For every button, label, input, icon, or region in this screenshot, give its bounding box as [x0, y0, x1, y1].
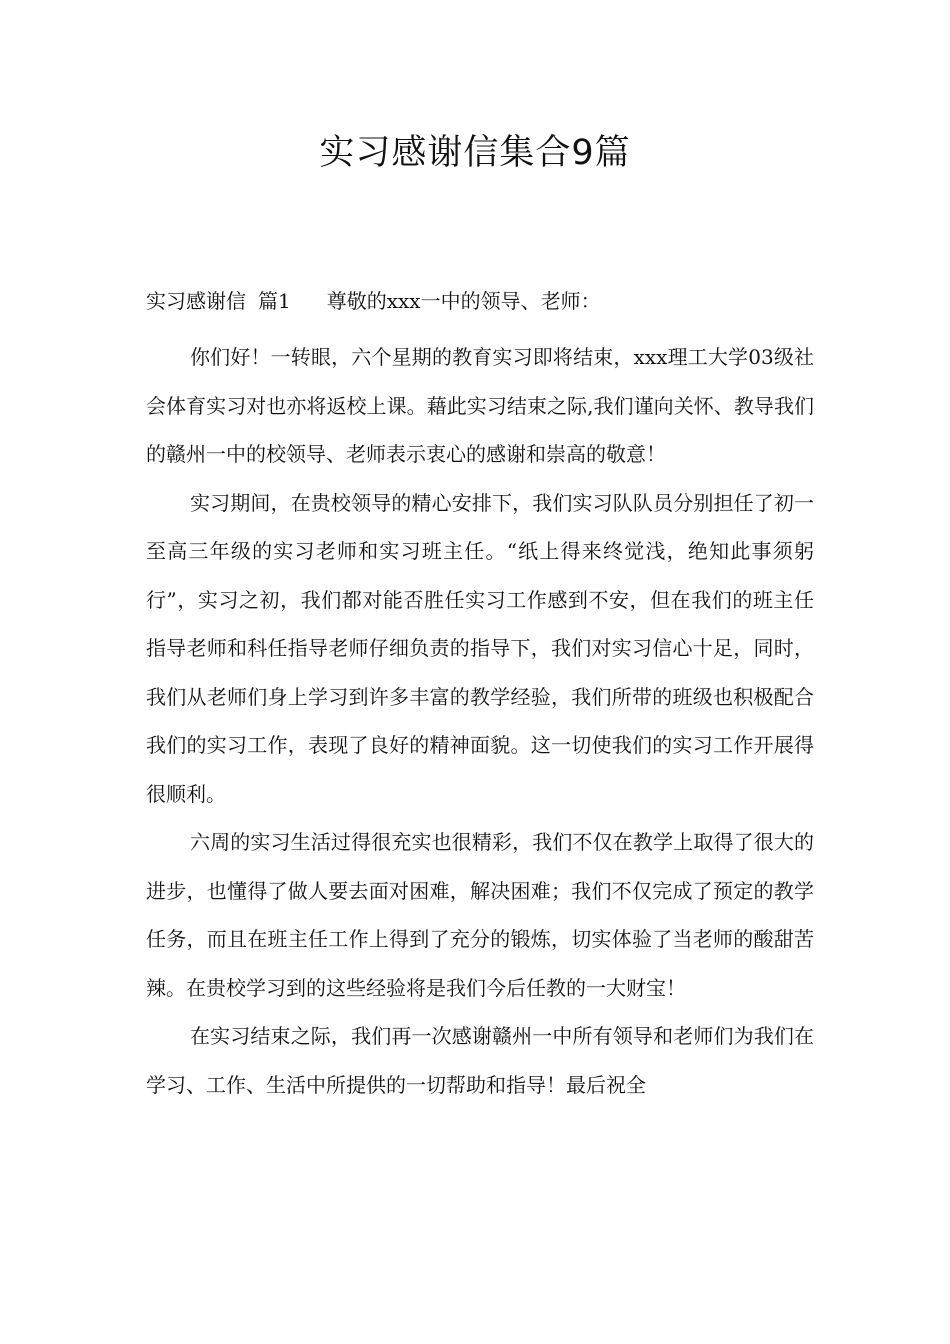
letter-body	[146, 333, 814, 1109]
salutation: 尊敬的xxx一中的领导、老师：	[326, 289, 601, 313]
section-label: 实习感谢信	[146, 289, 246, 313]
paragraph: 六周的实习生活过得很充实也很精彩，我们不仅在教学上取得了很大的进步，也懂得了做人要去面对困难，解决困难；我们不仅完成了预定的教学任务，而且在班主任工作上得到了充分的锻炼，切实体验了当老师的酸甜苦辣。在贵校学习到的这些经验将是我们今后任教的一大财宝！	[146, 830, 814, 1000]
section-heading	[146, 286, 601, 316]
document-title: 实习感谢信集合9篇	[319, 133, 631, 173]
paragraph: 在实习结束之际，我们再一次感谢赣州一中所有领导和老师们为我们在学习、工作、生活中所提供的一切帮助和指导！最后祝全	[146, 1024, 814, 1097]
paragraph: 实习期间，在贵校领导的精心安排下，我们实习队队员分别担任了初一至高三年级的实习老师和实习班主任。“纸上得来终觉浅，绝知此事须躬行”，实习之初，我们都对能否胜任实习工作感到不安，但在我们的班主任指导老师和科任指导老师仔细负责的指导下，我们对实习信心十足，同时，我们从老师们身上学习到许多丰富的教学经验，我们所带的班级也积极配合我们的实习工作，表现了良好的精神面貌。这一切使我们的实习工作开展得很顺利。	[146, 490, 814, 806]
section-number: 篇1	[258, 289, 291, 313]
paragraph: 你们好！一转眼，六个星期的教育实习即将结束，xxx理工大学03级社会体育实习对也亦将返校上课。藉此实习结束之际,我们谨向关怀、教导我们的赣州一中的校领导、老师表示衷心的感谢和崇高的敬意！	[146, 345, 814, 466]
